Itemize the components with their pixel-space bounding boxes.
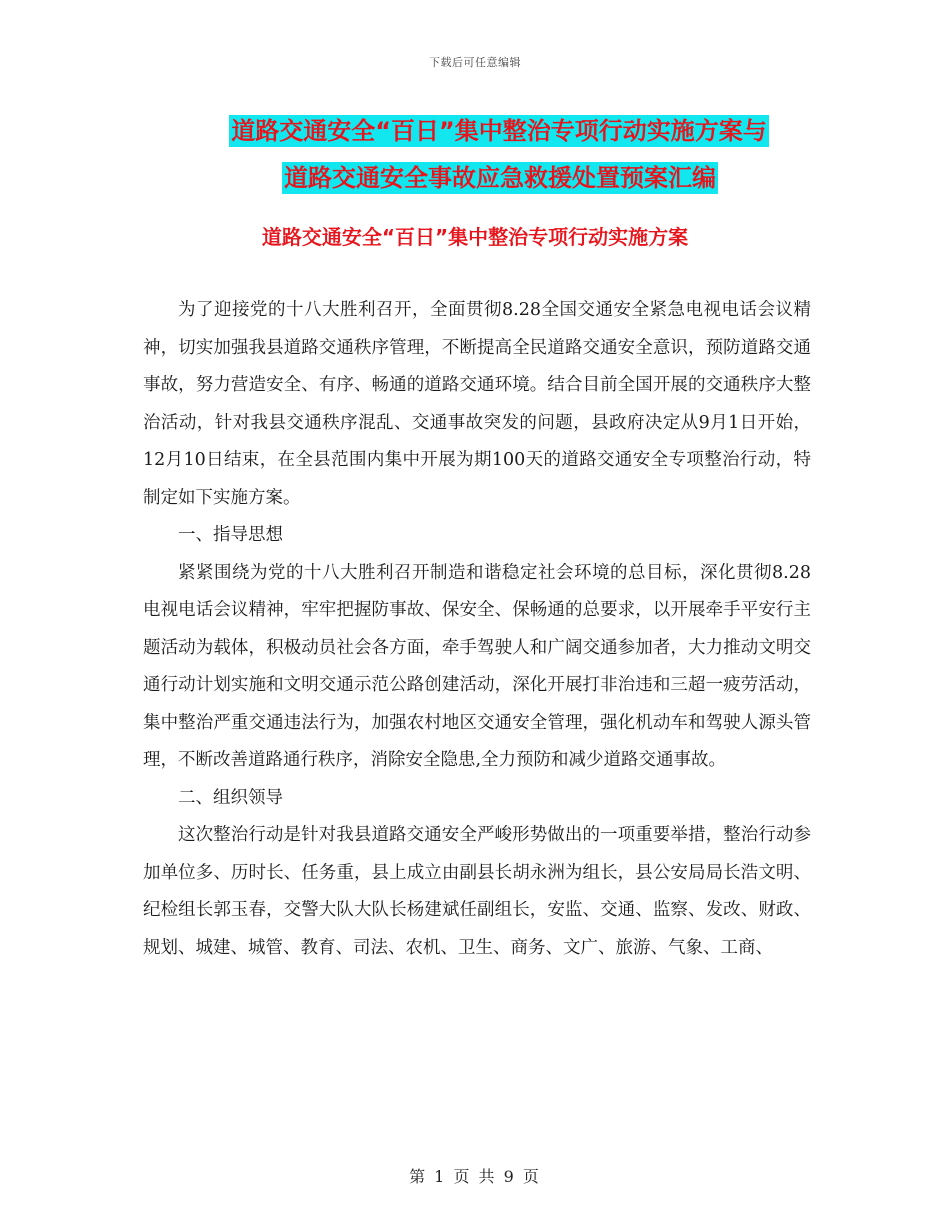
header-note: 下载后可任意编辑 xyxy=(429,56,521,69)
title-line-2-text: 道路交通安全事故应急救援处置预案汇编 xyxy=(284,164,716,192)
heading-organization: 二、组织领导 xyxy=(178,787,283,808)
paragraph-organization: 这次整治行动是针对我县道路交通安全严峻形势做出的一项重要举措，整治行动参加单位多、历时长、任务重，县上成立由副县长胡永洲为组长，县公安局局长浩文明、纪检组长郭玉春，交警大队大队长杨建斌任副组长，安监、交通、监察、发改、财政、规划、城建、城管、教育、司法、农机、卫生、商务、文广、旅游、气象、工商、 xyxy=(143,825,811,958)
paragraph-intro: 为了迎接党的十八大胜利召开，全面贯彻8.28全国交通安全紧急电视电话会议精神，切实加强我县道路交通秩序管理，不断提高全民道路交通安全意识，预防道路交通事故，努力营造安全、有序、畅通的道路交通环境。结合目前全国开展的交通秩序大整治活动，针对我县交通秩序混乱、交通事故突发的问题，县政府决定从9月1日开始，12月10日结束，在全县范围内集中开展为期100天的道路交通安全专项整治行动，特制定如下实施方案。 xyxy=(143,300,811,508)
section-title: 道路交通安全“百日”集中整治专项行动实施方案 xyxy=(261,225,689,249)
title-line-2 xyxy=(0,155,950,202)
page-number: 第 1 页 共 9 页 xyxy=(409,1167,541,1186)
document-body xyxy=(143,292,811,967)
heading-guiding-ideology: 一、指导思想 xyxy=(178,525,283,545)
title-line-1-text: 道路交通安全“百日”集中整治专项行动实施方案与 xyxy=(231,117,767,145)
paragraph-guiding-ideology: 紧紧围绕为党的十八大胜利召开制造和谐稳定社会环境的总目标，深化贯彻8.28电视电话会议精神，牢牢把握防事故、保安全、保畅通的总要求，以开展牵手平安行主题活动为载体，积极动员社会各方面，牵手驾驶人和广阔交通参加者，大力推动文明交通行动计划实施和文明交通示范公路创建活动，深化开展打非治违和三超一疲劳活动，集中整治严重交通违法行为，加强农村地区交通安全管理，强化机动车和驾驶人源头管理，不断改善道路通行秩序，消除安全隐患,全力预防和减少道路交通事故。 xyxy=(143,562,811,770)
title-line-1 xyxy=(0,108,950,155)
document-title xyxy=(0,108,950,202)
